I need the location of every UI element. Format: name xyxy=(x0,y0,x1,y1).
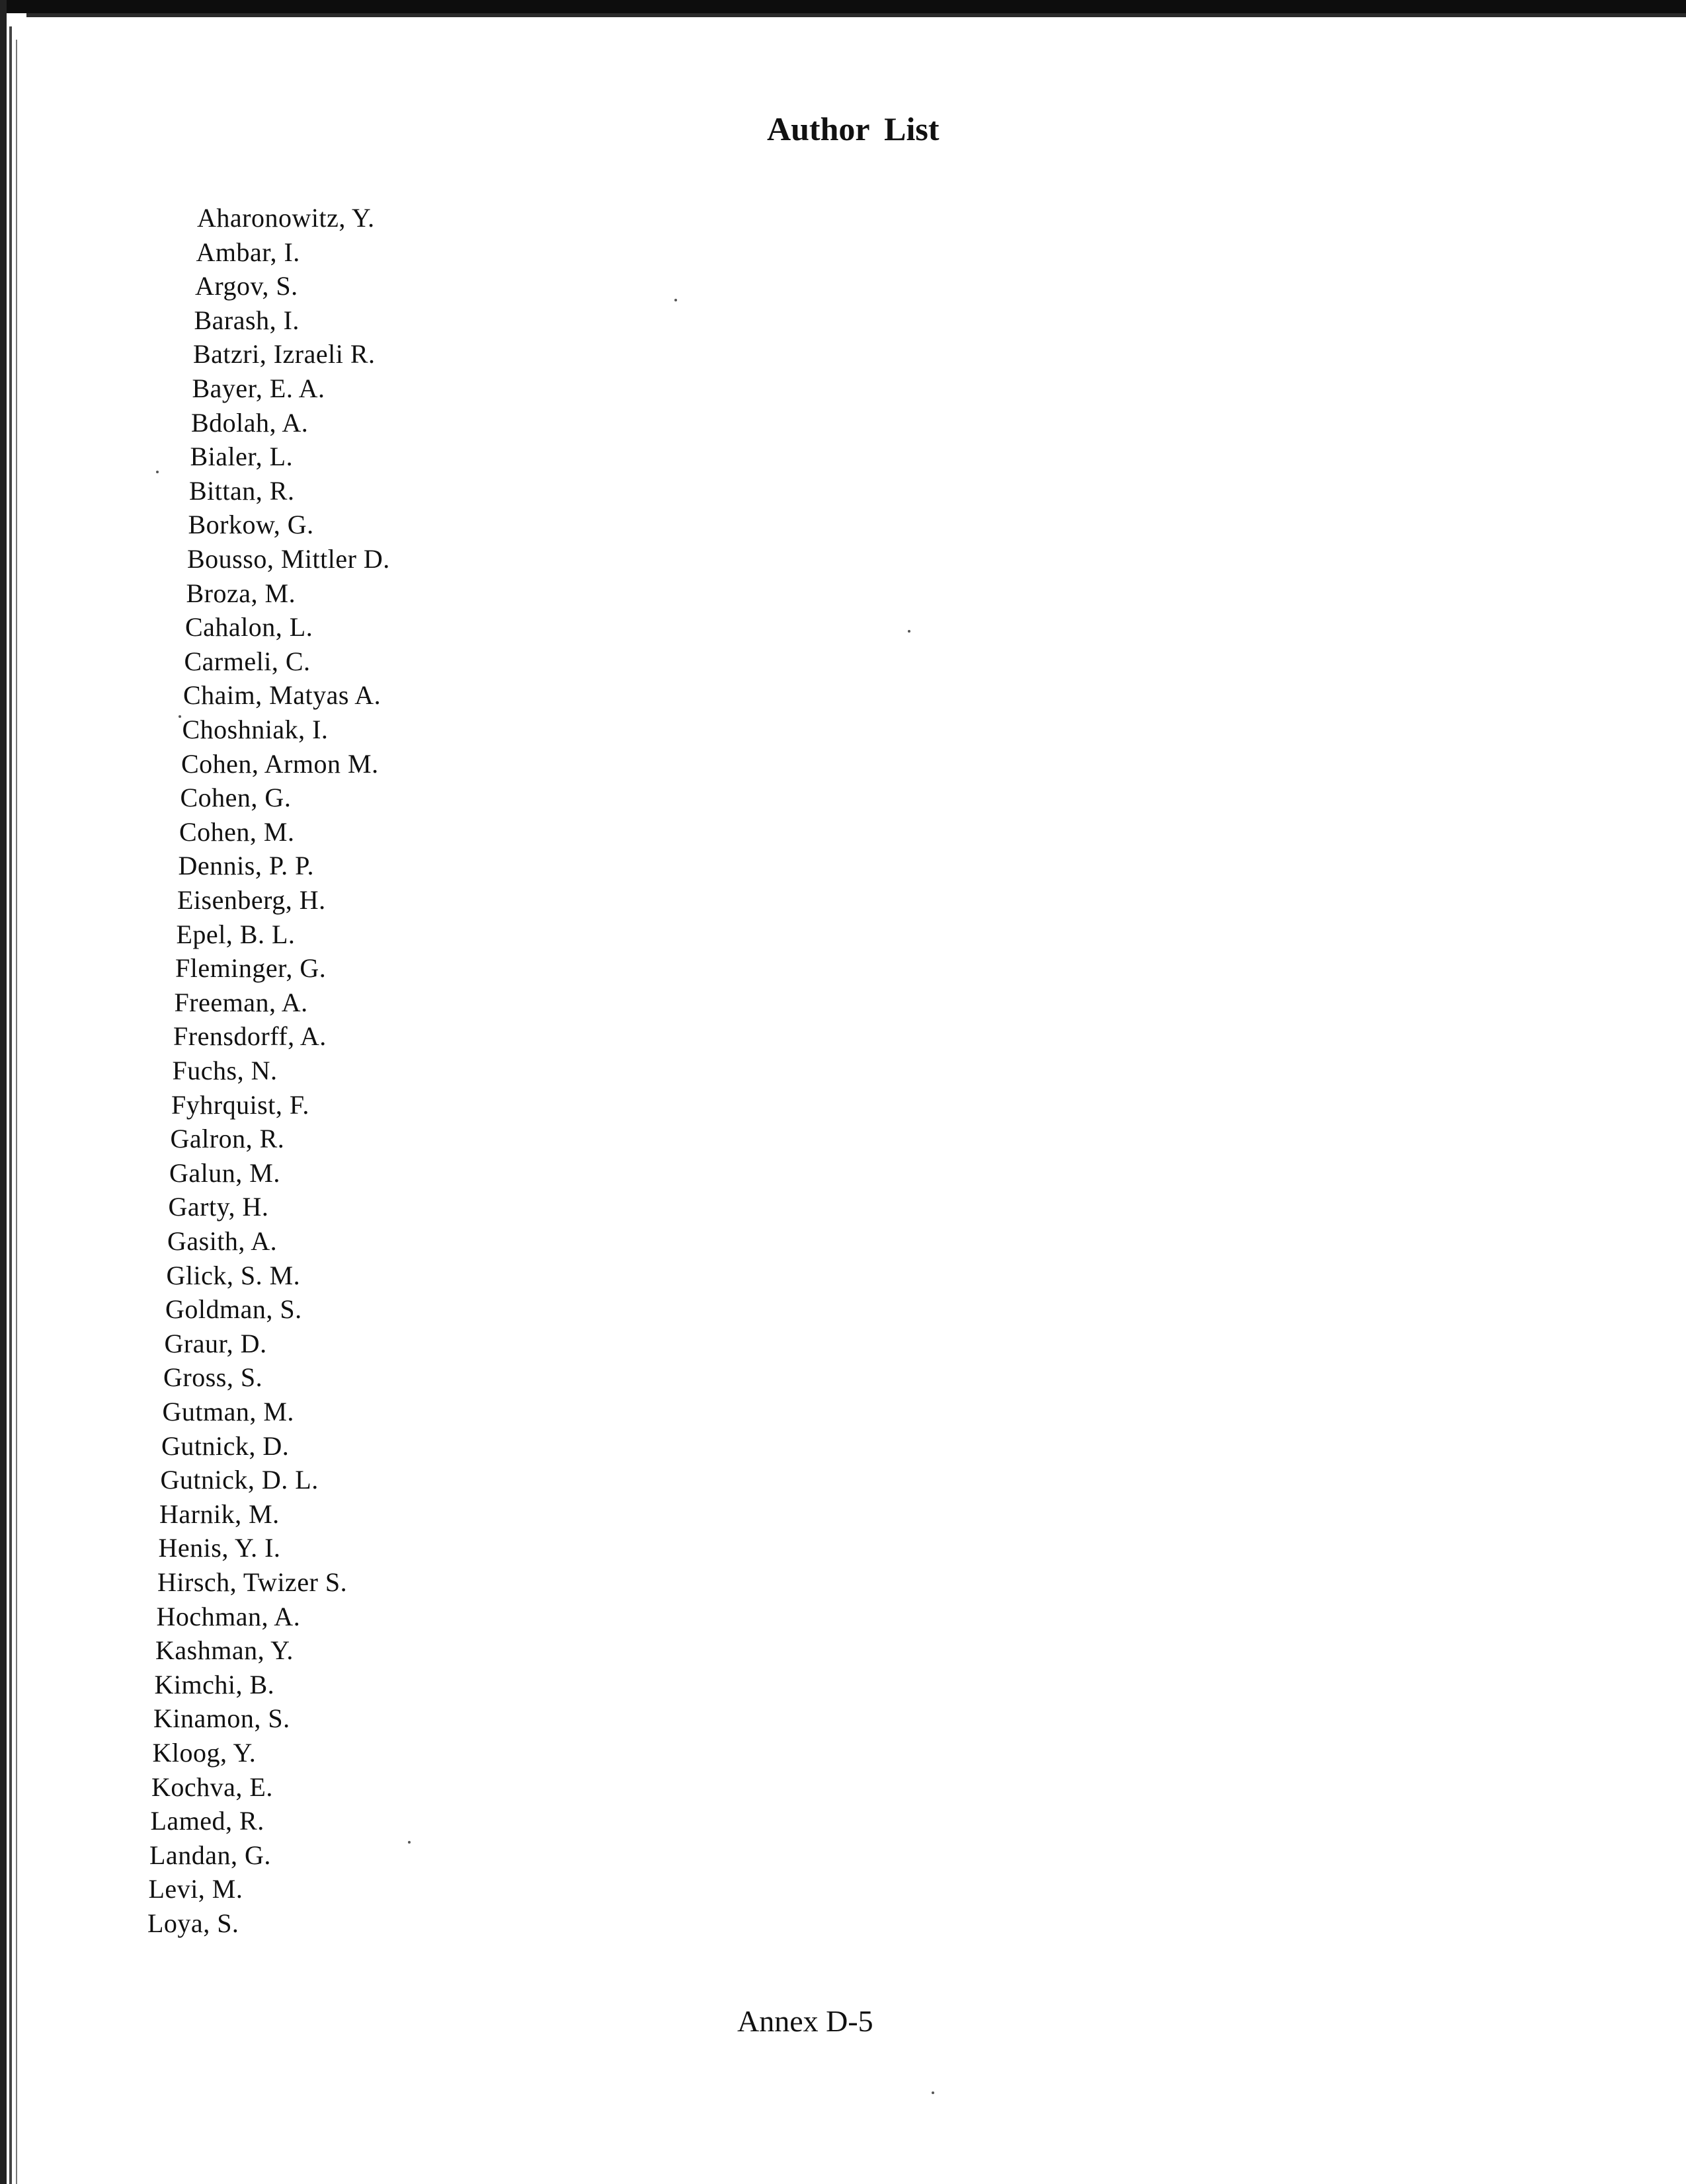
author-entry: Goldman, S. xyxy=(165,1294,302,1325)
page-footer: Annex D-5 xyxy=(737,2004,873,2038)
author-entry: Kashman, Y. xyxy=(155,1635,294,1666)
scan-speck xyxy=(674,299,677,301)
scan-speck xyxy=(408,1841,411,1844)
author-entry: Freeman, A. xyxy=(174,987,308,1017)
author-entry: Cohen, M. xyxy=(179,816,295,847)
author-entry: Graur, D. xyxy=(164,1328,267,1358)
author-entry: Broza, M. xyxy=(186,578,296,608)
author-entry: Bayer, E. A. xyxy=(192,373,325,403)
author-entry: Aharonowitz, Y. xyxy=(197,203,375,233)
page-title: Author List xyxy=(767,110,940,147)
author-entry: Kimchi, B. xyxy=(154,1669,275,1699)
author-entry: Argov, S. xyxy=(195,271,298,301)
author-entry: Henis, Y. I. xyxy=(158,1533,281,1563)
author-entry: Kinamon, S. xyxy=(153,1703,290,1734)
scan-speck xyxy=(156,471,159,473)
author-entry: Galun, M. xyxy=(169,1157,280,1188)
scan-speck xyxy=(932,2091,934,2094)
author-entry: Ambar, I. xyxy=(196,237,300,267)
author-entry: Gutnick, D. L. xyxy=(160,1465,319,1495)
author-entry: Carmeli, C. xyxy=(184,646,311,676)
author-entry: Dennis, P. P. xyxy=(178,851,314,881)
author-entry: Cahalon, L. xyxy=(185,612,313,643)
author-entry: Bousso, Mittler D. xyxy=(187,544,390,574)
author-entry: Gutnick, D. xyxy=(161,1430,290,1461)
author-entry: Cohen, Armon M. xyxy=(181,748,379,779)
scan-speck xyxy=(908,630,910,633)
author-entry: Bdolah, A. xyxy=(191,407,309,438)
author-entry: Gasith, A. xyxy=(167,1226,278,1256)
author-entry: Epel, B. L. xyxy=(176,919,296,949)
author-entry: Choshniak, I. xyxy=(182,715,329,744)
author-entry: Fyhrquist, F. xyxy=(171,1089,309,1120)
author-entry: Garty, H. xyxy=(168,1192,269,1222)
author-entry: Lamed, R. xyxy=(150,1806,264,1836)
author-entry: Kochva, E. xyxy=(151,1772,273,1802)
author-entry: Glick, S. M. xyxy=(166,1260,301,1290)
author-entry: Hochman, A. xyxy=(156,1601,301,1631)
author-entry: Gutman, M. xyxy=(162,1397,294,1426)
author-entry: Landan, G. xyxy=(149,1840,271,1870)
author-entry: Levi, M. xyxy=(148,1874,243,1904)
author-entry: Frensdorff, A. xyxy=(173,1021,327,1052)
author-entry: Loya, S. xyxy=(147,1908,239,1938)
author-entry: Fleminger, G. xyxy=(175,953,327,984)
scan-speck xyxy=(179,715,181,718)
author-entry: Batzri, Izraeli R. xyxy=(193,339,376,370)
author-entry: Bittan, R. xyxy=(189,475,295,506)
author-entry: Harnik, M. xyxy=(159,1499,280,1529)
author-entry: Bialer, L. xyxy=(190,442,294,472)
author-entry: Gross, S. xyxy=(163,1362,263,1393)
author-entry: Cohen, G. xyxy=(180,783,292,813)
author-entry: Kloog, Y. xyxy=(152,1738,257,1768)
author-entry: Hirsch, Twizer S. xyxy=(157,1567,348,1597)
author-entry: Barash, I. xyxy=(194,305,300,335)
author-entry: Fuchs, N. xyxy=(172,1056,278,1085)
author-entry: Eisenberg, H. xyxy=(177,885,326,915)
author-entry: Galron, R. xyxy=(170,1124,285,1154)
author-entry: Borkow, G. xyxy=(188,510,314,540)
author-entry: Chaim, Matyas A. xyxy=(183,680,381,711)
